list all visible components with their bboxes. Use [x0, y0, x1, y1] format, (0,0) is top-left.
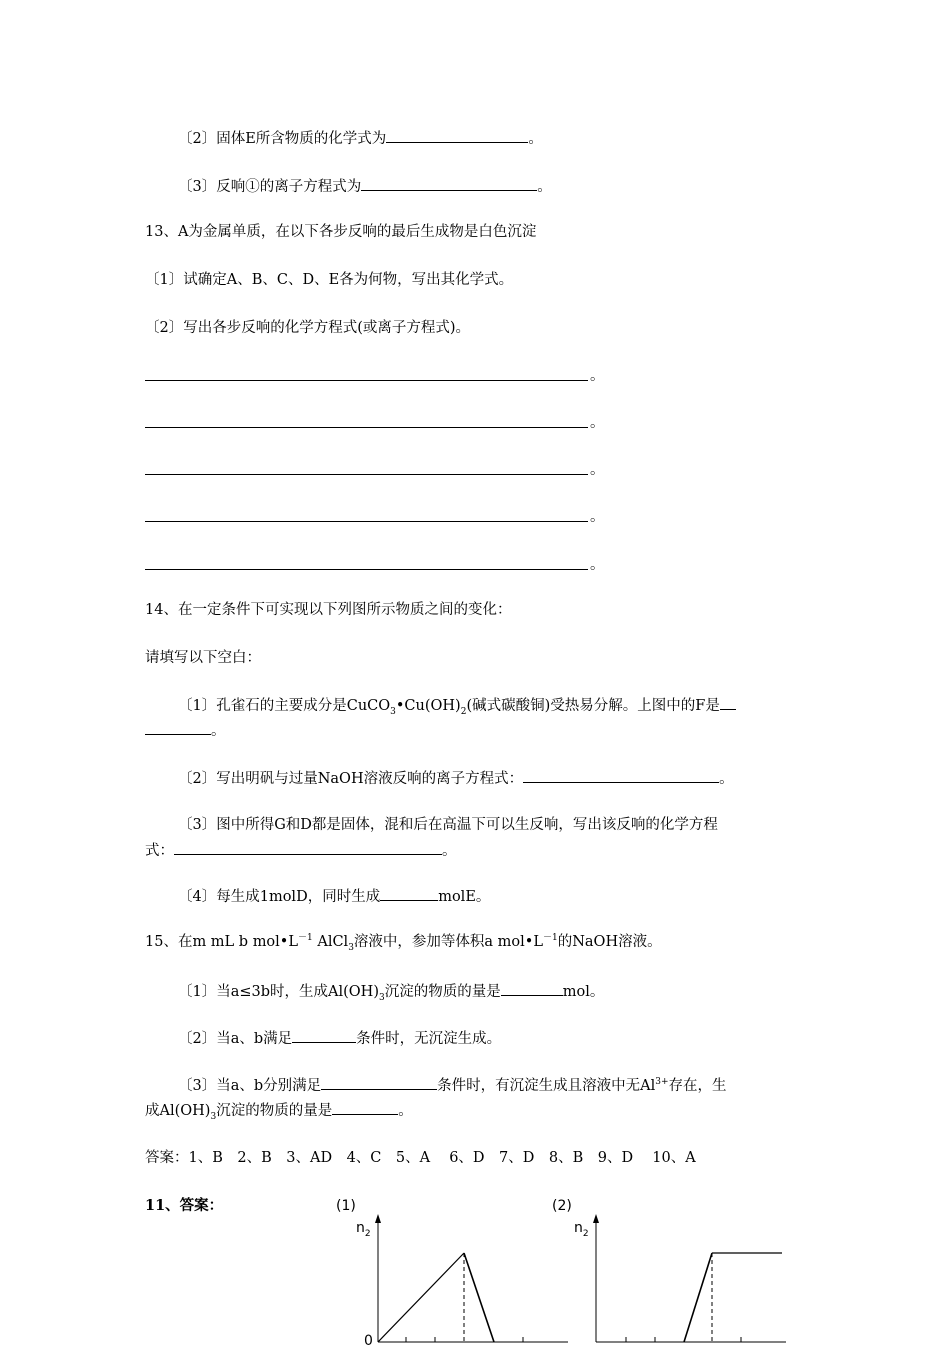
answer-line-5[interactable]: [145, 569, 588, 570]
q11-answer-label: 11、答案：: [145, 1197, 224, 1214]
q14-prompt: 请填写以下空白：: [145, 650, 261, 666]
graph1-y-label: $n_2$: [356, 1220, 371, 1239]
answer-blank[interactable]: [386, 128, 528, 143]
q15-part3: 〔3〕当a、b分别满足 条件时，有沉淀生成且溶液中无$Al^{3+}$存在，生: [178, 1075, 727, 1096]
answer-blank[interactable]: [174, 840, 442, 855]
answer-blank[interactable]: [380, 886, 438, 901]
q14-title: 14、在一定条件下可实现以下列图所示物质之间的变化：: [145, 602, 512, 618]
graph1-rising-line: [378, 1253, 464, 1342]
graph2-rising-line: [684, 1253, 712, 1342]
line-end-1: 。: [590, 368, 605, 384]
graph2-y-arrow: [593, 1214, 599, 1223]
graph1-origin: 0: [364, 1333, 373, 1349]
q14-part2: 〔2〕写出明矾与过量NaOH溶液反响的离子方程式： 。: [178, 768, 734, 789]
answer-blank[interactable]: [361, 176, 537, 191]
q13-title: 13、A为金属单质，在以下各步反响的最后生成物是白色沉淀: [145, 224, 537, 240]
line-end-4: 。: [590, 509, 605, 525]
answer-blank[interactable]: [321, 1075, 437, 1090]
q15-part2: 〔2〕当a、b满足 条件时，无沉淀生成。: [178, 1028, 501, 1049]
q15-part3-cont: 成$Al(OH)_3$沉淀的物质的量是 。: [145, 1100, 413, 1121]
line-end-5: 。: [590, 557, 605, 573]
q14-part4: 〔4〕每生成1molD，同时生成 molE。: [178, 886, 490, 907]
answer-blank[interactable]: [292, 1028, 356, 1043]
q15-part1: 〔1〕当a≤3b时，生成$Al(OH)_3$沉淀的物质的量是 mol。: [178, 981, 604, 1002]
q14-part1: 〔1〕孔雀石的主要成分是$CuCO_3•Cu(OH)_2$(碱式碳酸铜)受热易分解。上图中的F是: [178, 695, 736, 716]
graph1-falling-line: [464, 1253, 494, 1342]
q12-part2: 〔2〕固体E所含物质的化学式为 。: [178, 128, 543, 149]
q14-part3: 〔3〕图中所得G和D都是固体，混和后在高温下可以生反响，写出该反响的化学方程: [178, 817, 718, 833]
q13-part1: 〔1〕试确定A、B、C、D、E各为何物，写出其化学式。: [145, 272, 514, 288]
answer-blank[interactable]: [501, 981, 563, 996]
q13-part2: 〔2〕写出各步反响的化学方程式(或离子方程式)。: [145, 320, 471, 336]
answer-line-3[interactable]: [145, 474, 588, 475]
graph1-label: (1): [336, 1198, 356, 1214]
answer-blank[interactable]: [332, 1100, 398, 1115]
q12-part3: 〔3〕反响①的离子方程式为 。: [178, 176, 552, 197]
graph1: [370, 1210, 570, 1344]
answer-blank[interactable]: [720, 695, 736, 710]
graph2-y-label: $n_2$: [574, 1220, 589, 1239]
answer-key: 答案：1、B 2、B 3、AD 4、C 5、A 6、D 7、D 8、B 9、D 10、A: [145, 1150, 696, 1166]
q14-part1-cont: 。: [145, 720, 226, 741]
line-end-2: 。: [590, 415, 605, 431]
answer-blank[interactable]: [145, 720, 211, 735]
answer-line-4[interactable]: [145, 521, 588, 522]
q15-title: 15、在m mL b $mol•L^{-1}$ AlCl$_3$溶液中，参加等体积a $mol•L^{-1}$的NaOH溶液。: [145, 933, 662, 953]
line-end-3: 。: [590, 462, 605, 478]
answer-line-2[interactable]: [145, 427, 588, 428]
graph2: [588, 1210, 788, 1344]
graph1-y-arrow: [375, 1214, 381, 1223]
graph2-label: (2): [552, 1198, 572, 1214]
q14-part3-cont: 式： 。: [145, 840, 457, 861]
answer-line-1[interactable]: [145, 380, 588, 381]
answer-blank[interactable]: [523, 768, 719, 783]
